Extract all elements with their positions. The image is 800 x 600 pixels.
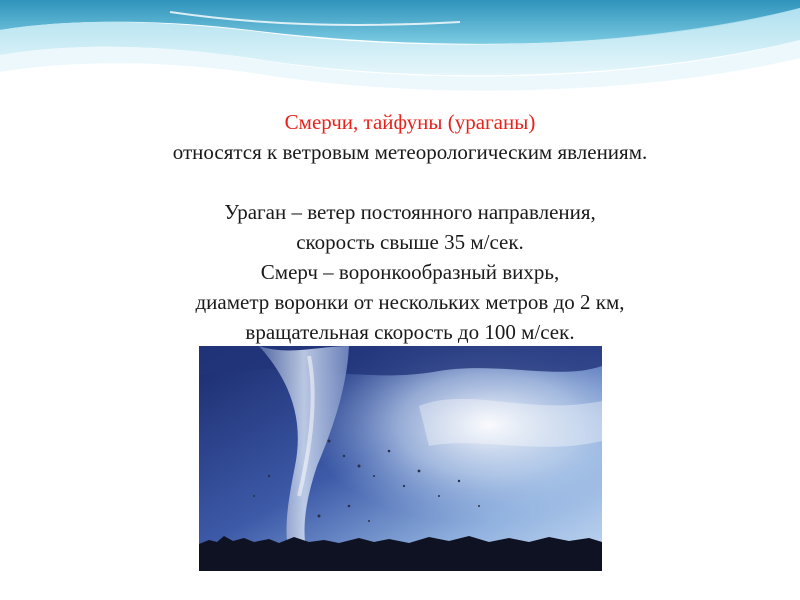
cloud-wisp bbox=[419, 399, 602, 447]
slide-text bbox=[0, 107, 800, 347]
intro-text: относятся к ветровым метеорологическим явлениям. bbox=[172, 140, 648, 164]
slide-title: Смерчи, тайфуны (ураганы) bbox=[284, 110, 536, 134]
hurricane-definition: Ураган – ветер постоянного направления, bbox=[224, 200, 596, 224]
tornado-diameter: диаметр воронки от нескольких метров до 2 км, bbox=[195, 290, 625, 314]
tornado-photo bbox=[199, 346, 602, 571]
paragraph-gap bbox=[0, 167, 800, 197]
hurricane-speed: скорость свыше 35 м/сек. bbox=[296, 230, 524, 254]
header-wave-decoration bbox=[0, 0, 800, 100]
tornado-rotation-speed: вращательная скорость до 100 м/сек. bbox=[245, 320, 575, 344]
bright-cloud bbox=[199, 346, 602, 571]
tornado-definition: Смерч – воронкообразный вихрь, bbox=[260, 260, 560, 284]
